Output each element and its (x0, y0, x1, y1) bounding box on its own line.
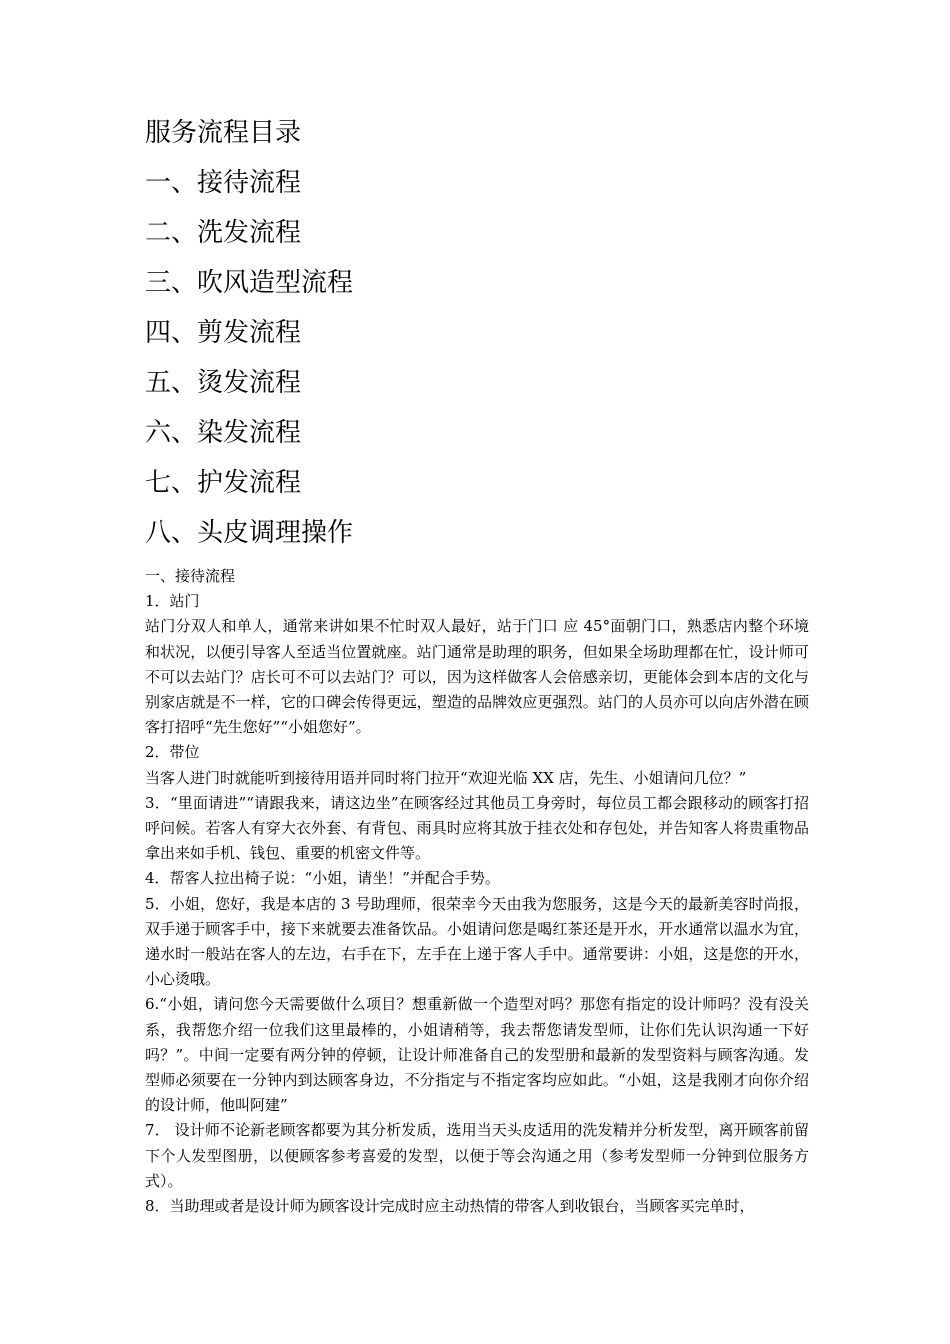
paragraph: 6.“小姐，请问您今天需要做什么项目？想重新做一个造型对吗？那您有指定的设计师吗？没有没关系，我帮您介绍一位我们这里最棒的，小姐请稍等，我去帮您请发型师，让你们先认识沟通一下好吗？”。中间一定要有两分钟的停顿，让设计师准备自己的发型册和最新的发型资料与顾客沟通。发型师必须要在一分钟内到达顾客身边，不分指定与不指定客均应如此。“小姐，这是我刚才向你介绍的设计师，他叫阿建” (145, 995, 809, 1115)
paragraph: 当客人进门时就能听到接待用语并同时将门拉开“欢迎光临 XX 店，先生、小姐请问几位？” (145, 768, 747, 787)
paragraph: 2．带位 (145, 743, 200, 762)
toc-list (145, 163, 353, 563)
toc-item: 三、吹风造型流程 (145, 268, 354, 298)
paragraph: 4．帮客人拉出椅子说：“小姐，请坐！”并配合手势。 (145, 869, 500, 888)
toc-item: 八、头皮调理操作 (145, 518, 354, 548)
paragraph: 8．当助理或者是设计师为顾客设计完成时应主动热情的带客人到收银台，当顾客买完单时， (145, 1197, 755, 1216)
toc-item: 四、剪发流程 (145, 318, 302, 348)
paragraph: 站门分双人和单人，通常来讲如果不忙时双人最好，站于门口 应 45°面朝门口，熟悉店内整个环境和状况，以便引导客人至适当位置就座。站门通常是助理的职务，但如果全场助理都在忙，设计师可不可以去站门？店长可不可以去站门？可以，因为这样做客人会倍感亲切，更能体会到本店的文化与别家店就是不一样，它的口碑会传得更远，塑造的品牌效应更强烈。站门的人员亦可以向店外潜在顾客打招呼“先生您好”“小姐您好”。 (145, 617, 809, 737)
toc-item: 二、洗发流程 (145, 218, 302, 248)
toc-item: 一、接待流程 (145, 168, 302, 198)
toc-item: 六、染发流程 (145, 418, 302, 448)
paragraph: 5．小姐，您好，我是本店的 3 号助理师，很荣幸今天由我为您服务，这是今天的最新美容时尚报，双手递于顾客手中，接下来就要去准备饮品。小姐请问您是喝红茶还是开水，开水通常以温水为宜，递水时一般站在客人的左边，右手在下，左手在上递于客人手中。通常要讲：小姐，这是您的开水，小心烫哦。 (145, 894, 809, 989)
paragraph: 7． 设计师不论新老顾客都要为其分析发质，选用当天头皮适用的洗发精并分析发型，离开顾客前留下个人发型图册，以便顾客参考喜爱的发型，以便于等会沟通之用（参考发型师一分钟到位服务方式）。 (145, 1121, 809, 1190)
toc-item: 七、护发流程 (145, 468, 302, 498)
section-heading: 一、接待流程 (145, 567, 236, 585)
toc-item: 五、烫发流程 (145, 368, 302, 398)
paragraph: 3．“里面请进”“请跟我来，请这边坐”在顾客经过其他员工身旁时，每位员工都会跟移动的顾客打招呼问候。若客人有穿大衣外套、有背包、雨具时应将其放于挂衣处和存包处，并告知客人将贵重物品拿出来如手机、钱包、重要的机密文件等。 (145, 793, 809, 863)
toc-title: 服务流程目录 (145, 118, 302, 148)
section-body (145, 564, 809, 1219)
paragraph: 1．站门 (145, 592, 200, 611)
